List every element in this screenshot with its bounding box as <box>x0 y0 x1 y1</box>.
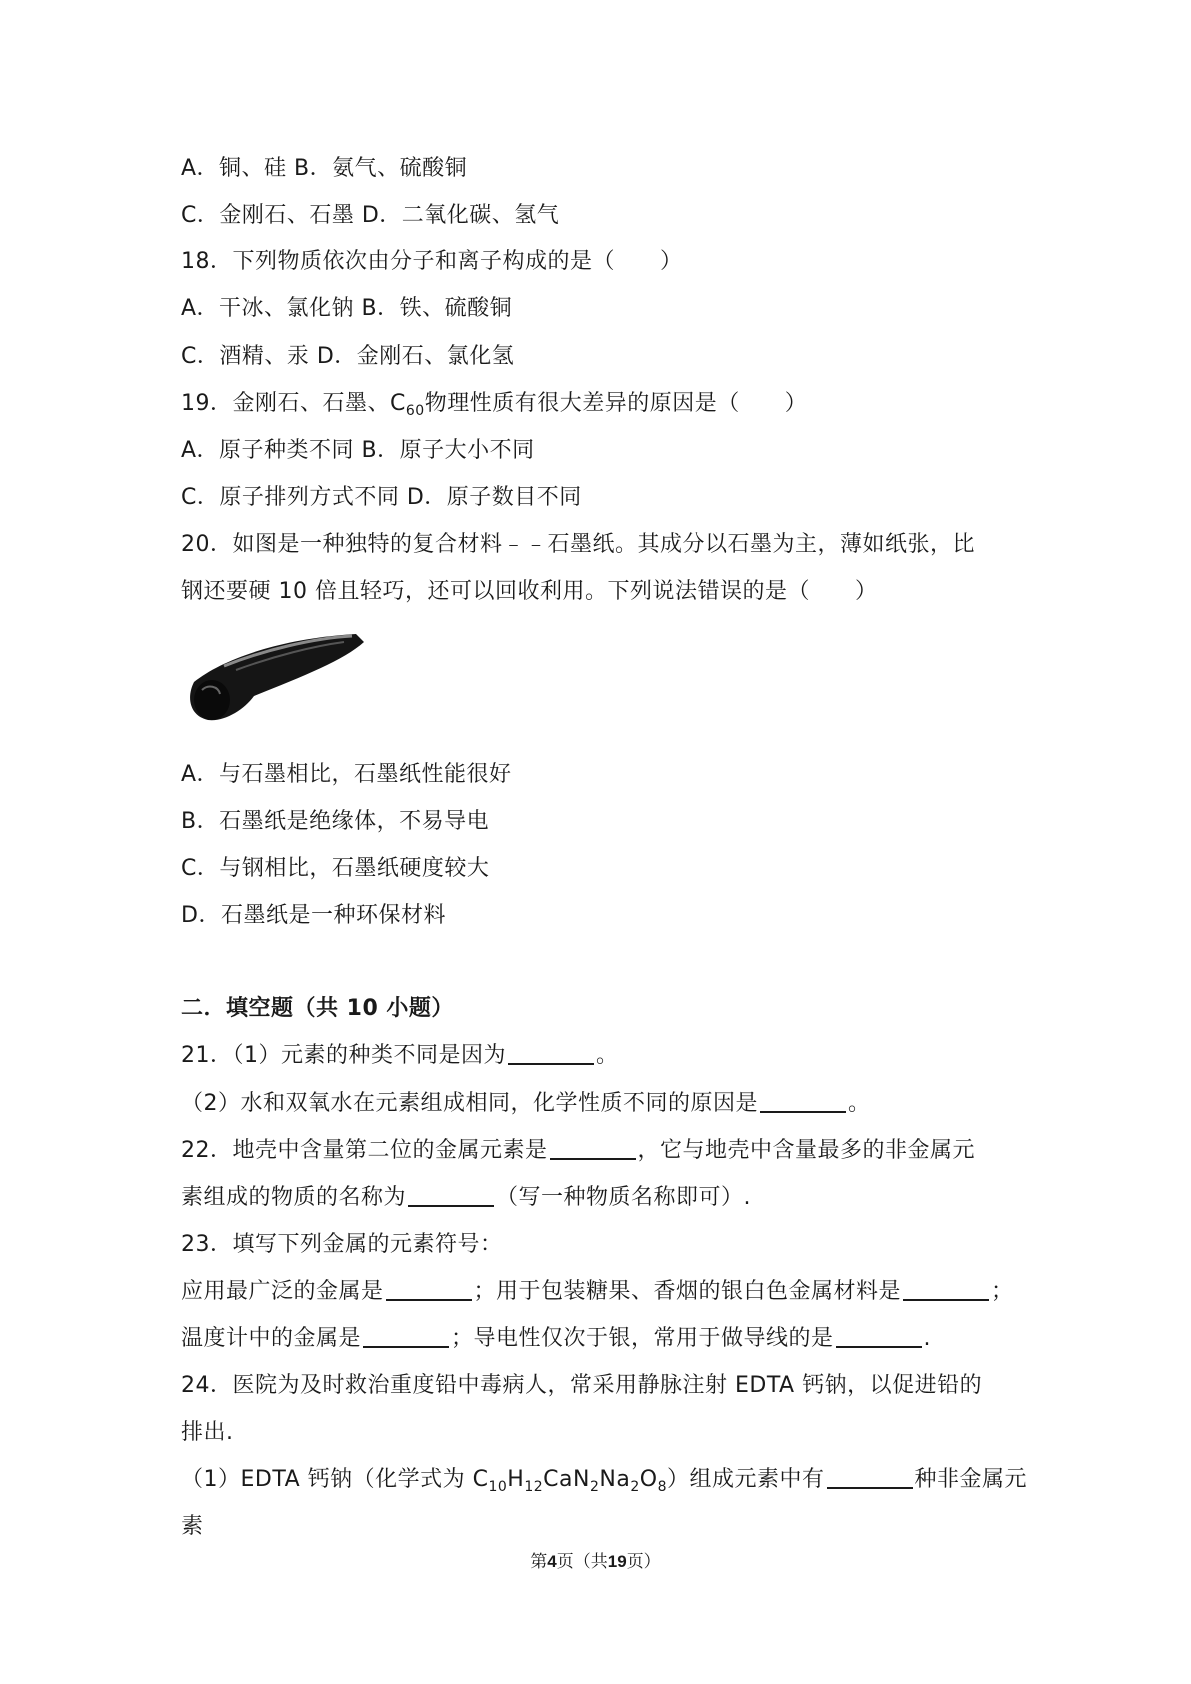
q24-formula-c: CaN <box>543 1467 590 1492</box>
q19-subscript: 60 <box>405 403 425 419</box>
q24-sub5: 8 <box>657 1479 668 1495</box>
q24-part1 <box>181 1465 1028 1502</box>
answer-blank[interactable] <box>550 1136 636 1160</box>
q22-line2-text: 素组成的物质的名称为 <box>181 1185 407 1210</box>
q24-formula-e: O <box>639 1467 658 1492</box>
footer-page-number: 4 <box>547 1552 557 1571</box>
q20-option-a: A．与石墨相比，石墨纸性能很好 <box>181 762 512 787</box>
q18-stem: 18．下列物质依次由分子和离子构成的是（ ） <box>181 249 683 274</box>
q21-part1-text: 21．（1）元素的种类不同是因为 <box>181 1043 506 1068</box>
page-footer <box>0 1547 1191 1572</box>
q23-line2 <box>181 1324 1021 1354</box>
q24-stem-line1: 24．医院为及时救治重度铅中毒病人，常采用静脉注射 EDTA 钙钠，以促进铅的 <box>181 1373 983 1398</box>
graphite-paper-roll-image <box>184 620 366 732</box>
q23-line1 <box>181 1277 1021 1307</box>
q24-part1-line2: 素 <box>181 1514 204 1539</box>
q20-stem-line2: 钢还要硬 10 倍且轻巧，还可以回收利用。下列说法错误的是（ ） <box>181 579 878 604</box>
q24-sub2: 12 <box>524 1479 544 1495</box>
q24-part1-end: 种非金属元 <box>914 1467 1028 1492</box>
q24-sub3: 2 <box>589 1479 600 1495</box>
q20-option-b: B．石墨纸是绝缘体，不易导电 <box>181 809 490 834</box>
q19-stem-after: 物理性质有很大差异的原因是（ ） <box>424 391 808 416</box>
answer-blank[interactable] <box>827 1465 913 1489</box>
q23-stem: 23．填写下列金属的元素符号： <box>181 1232 503 1257</box>
footer-total-pages: 19 <box>607 1552 627 1571</box>
answer-blank[interactable] <box>386 1277 472 1301</box>
q24-formula-d: Na <box>599 1467 631 1492</box>
answer-blank[interactable] <box>508 1041 594 1065</box>
q21-part2-end: 。 <box>848 1091 871 1116</box>
answer-blank[interactable] <box>903 1277 989 1301</box>
q23-line2-a: 温度计中的金属是 <box>181 1326 362 1351</box>
q22-line2-end: （写一种物质名称即可）. <box>496 1185 752 1210</box>
q21-part2 <box>181 1089 1021 1119</box>
q24-formula-a: （1）EDTA 钙钠（化学式为 C <box>181 1467 489 1492</box>
q23-line1-b: ；用于包装糖果、香烟的银白色金属材料是 <box>473 1279 902 1304</box>
q18-options-cd: C．酒精、汞 D．金刚石、氯化氢 <box>181 344 515 369</box>
q21-part1 <box>181 1041 1021 1071</box>
q22-line2 <box>181 1183 1021 1213</box>
answer-blank[interactable] <box>363 1324 449 1348</box>
answer-blank[interactable] <box>408 1183 494 1207</box>
footer-prefix: 第 <box>530 1552 548 1572</box>
q24-part1-text: ）组成元素中有 <box>667 1467 825 1492</box>
footer-suffix: 页） <box>626 1552 661 1572</box>
q20-option-c: C．与钢相比，石墨纸硬度较大 <box>181 856 490 881</box>
q19-stem <box>181 389 1021 426</box>
q23-line2-c: . <box>923 1326 932 1351</box>
q21-part1-end: 。 <box>596 1043 619 1068</box>
q23-line1-c: ； <box>991 1279 1014 1304</box>
answer-blank[interactable] <box>760 1089 846 1113</box>
q22-line1-text: 22．地壳中含量第二位的金属元素是 <box>181 1138 548 1163</box>
q19-options-ab: A．原子种类不同 B．原子大小不同 <box>181 438 535 463</box>
q19-stem-before: 19．金刚石、石墨、C <box>181 391 406 416</box>
q20-option-d: D．石墨纸是一种环保材料 <box>181 903 446 928</box>
q23-line2-b: ；导电性仅次于银，常用于做导线的是 <box>451 1326 834 1351</box>
q20-stem-line1: 20．如图是一种独特的复合材料﹣﹣石墨纸。其成分以石墨为主，薄如纸张，比 <box>181 532 975 557</box>
answer-blank[interactable] <box>836 1324 922 1348</box>
q22-line1 <box>181 1136 1021 1166</box>
q22-line1-end: ，它与地壳中含量最多的非金属元 <box>637 1138 976 1163</box>
q24-stem-line2: 排出. <box>181 1420 234 1445</box>
q21-part2-text: （2）水和双氧水在元素组成相同，化学性质不同的原因是 <box>181 1091 758 1116</box>
footer-mid: 页（共 <box>556 1552 608 1572</box>
q23-line1-a: 应用最广泛的金属是 <box>181 1279 384 1304</box>
q24-formula-b: H <box>507 1467 525 1492</box>
q24-sub4: 2 <box>630 1479 640 1495</box>
q17-options-cd: C．金刚石、石墨 D．二氧化碳、氢气 <box>181 203 560 228</box>
q19-options-cd: C．原子排列方式不同 D．原子数目不同 <box>181 485 582 510</box>
q24-sub1: 10 <box>488 1479 508 1495</box>
section-title: 二．填空题（共 10 小题） <box>181 996 454 1021</box>
q17-options-ab: A．铜、硅 B．氨气、硫酸铜 <box>181 156 468 181</box>
q18-options-ab: A．干冰、氯化钠 B．铁、硫酸铜 <box>181 296 513 321</box>
